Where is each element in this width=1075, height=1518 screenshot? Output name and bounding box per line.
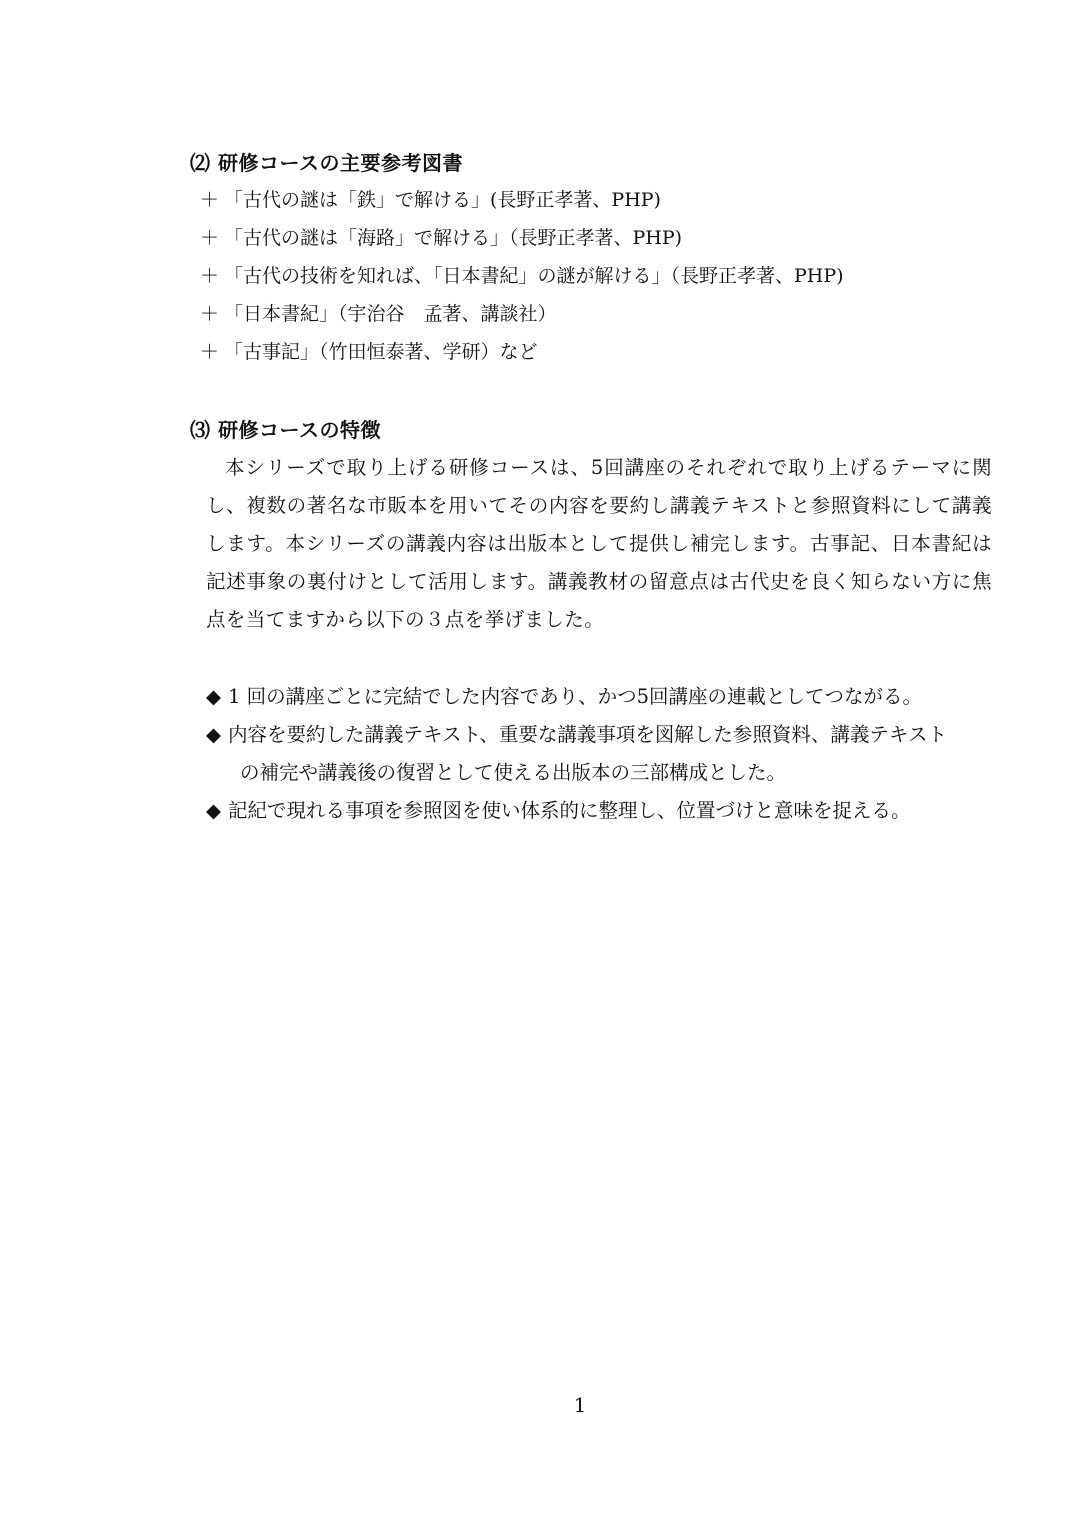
feature-item (206, 678, 996, 716)
feature-text: 内容を要約した講義テキスト、重要な講義事項を図解した参照資料、講義テキスト (228, 723, 947, 746)
diamond-bullet-icon: ◆ (206, 685, 221, 708)
section-heading-references: ⑵ 研修コースの主要参考図書 (190, 151, 463, 175)
features-paragraph: 本シリーズで取り上げる研修コースは、5回講座のそれぞれで取り上げるテーマに関し、複数の著名な市販本を用いてその内容を要約し講義テキストと参照資料にして講義します。本シリーズの講義内容は出版本として提供し補完します。古事記、日本書紀は記述事象の裏付けとして活用します。講義教材の留意点は古代史を良く知らない方に焦点を当てますから以下の３点を挙げました。 (206, 456, 992, 631)
feature-text: 1 回の講座ごとに完結でした内容であり、かつ5回講座の連載としてつながる。 (228, 685, 923, 708)
feature-text: 記紀で現れる事項を参照図を使い体系的に整理し、位置づけと意味を捉える。 (228, 799, 911, 822)
feature-item (206, 716, 996, 792)
plus-bullet-icon: ＋ (200, 303, 220, 325)
plus-bullet-icon: ＋ (200, 265, 220, 287)
reference-item (200, 337, 844, 375)
reference-text: 「古代の技術を知れば、「日本書紀」の謎が解ける」（長野正孝著、PHP) (224, 265, 844, 287)
reference-text: 「古代の謎は「鉄」で解ける」(長野正孝著、PHP) (224, 189, 661, 211)
diamond-bullet-icon: ◆ (206, 799, 221, 822)
reference-text: 「日本書紀」（宇治谷 孟著、講談社） (224, 303, 557, 325)
plus-bullet-icon: ＋ (200, 189, 220, 211)
plus-bullet-icon: ＋ (200, 227, 220, 249)
reference-item (200, 261, 844, 299)
reference-item (200, 185, 844, 223)
plus-bullet-icon: ＋ (200, 341, 220, 363)
reference-item (200, 299, 844, 337)
feature-item (206, 792, 996, 830)
page-number: 1 (573, 1393, 587, 1417)
diamond-bullet-icon: ◆ (206, 723, 221, 746)
reference-book-list (200, 185, 844, 375)
section-heading-features: ⑶ 研修コースの特徴 (190, 418, 381, 442)
reference-text: 「古事記」（竹田恒泰著、学研）など (224, 341, 538, 363)
feature-point-list (206, 678, 996, 830)
feature-text-continuation: の補完や講義後の復習として使える出版本の三部構成とした。 (240, 761, 787, 784)
reference-item (200, 223, 844, 261)
reference-text: 「古代の謎は「海路」で解ける」（長野正孝著、PHP) (224, 227, 683, 249)
